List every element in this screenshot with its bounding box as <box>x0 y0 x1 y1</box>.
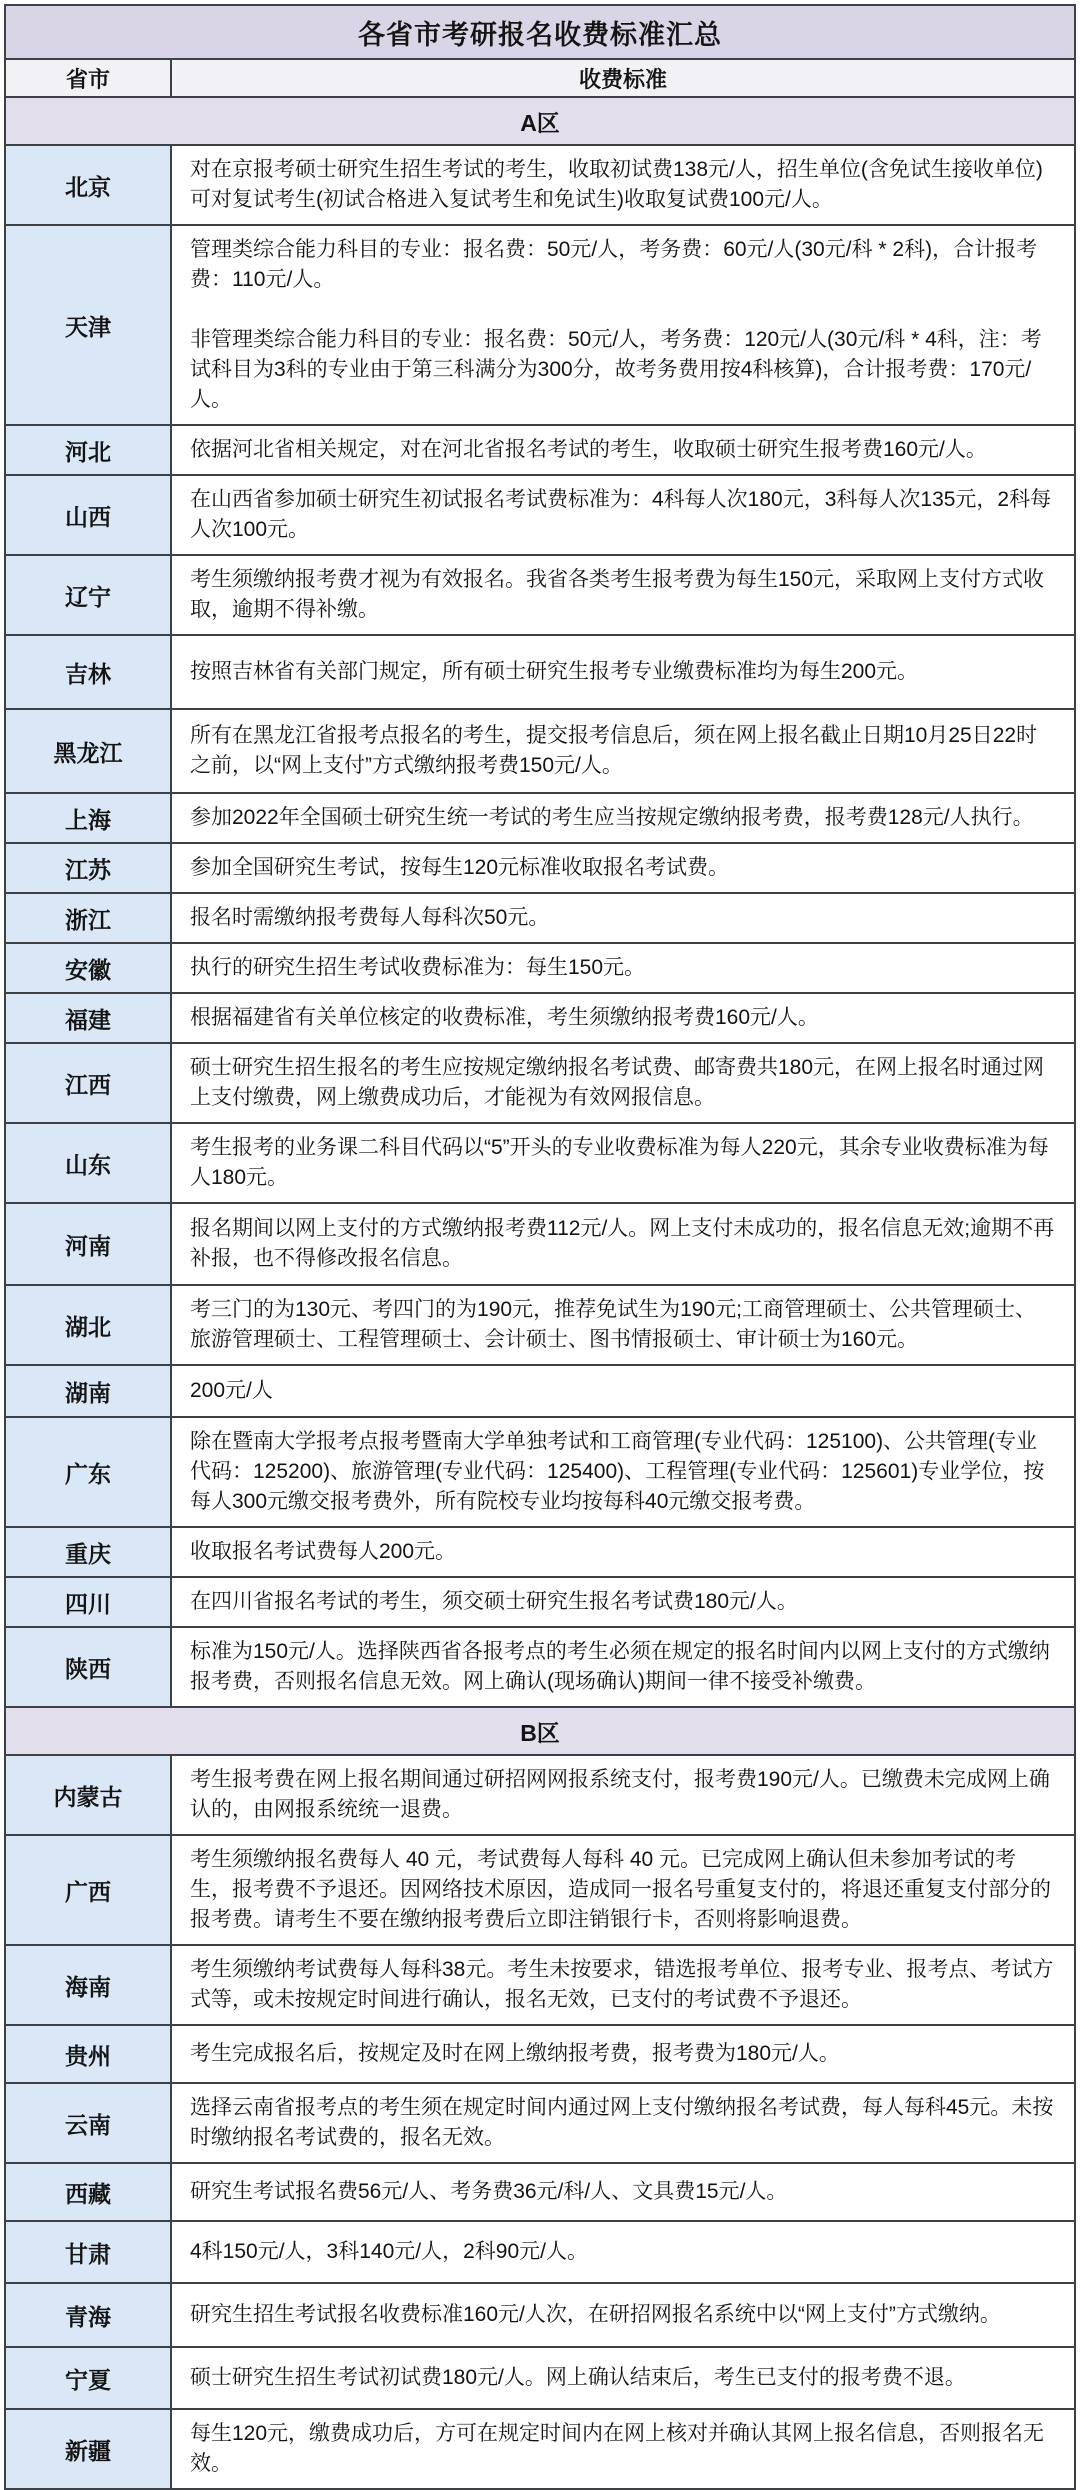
fee-cell <box>171 425 1075 475</box>
province-cell: 上海 <box>5 793 171 843</box>
table-row <box>5 1123 1075 1203</box>
province-cell: 辽宁 <box>5 555 171 635</box>
table-row <box>5 943 1075 993</box>
province-cell: 江苏 <box>5 843 171 893</box>
fee-cell <box>171 2409 1075 2489</box>
fee-text: 执行的研究生招生考试收费标准为：每生150元。 <box>190 956 646 979</box>
fee-cell <box>171 2025 1075 2083</box>
table-row <box>5 843 1075 893</box>
province-cell: 河北 <box>5 425 171 475</box>
section-header: A区 <box>5 97 1075 145</box>
province-cell: 福建 <box>5 993 171 1043</box>
fee-cell <box>171 1627 1075 1707</box>
table-row <box>5 2163 1075 2221</box>
fee-text: 报名期间以网上支付的方式缴纳报考费112元/人。网上支付未成功的，报名信息无效;逾期不再补报，也不得修改报名信息。 <box>190 1217 1055 1270</box>
fee-text: 考生报考的业务课二科目代码以“5”开头的专业收费标准为每人220元，其余专业收费标准为每人180元。 <box>190 1136 1049 1189</box>
fee-cell <box>171 2083 1075 2163</box>
table-row <box>5 2283 1075 2347</box>
section-row <box>5 97 1075 145</box>
province-cell: 云南 <box>5 2083 171 2163</box>
province-cell: 广东 <box>5 1417 171 1527</box>
page-title: 各省市考研报名收费标准汇总 <box>5 5 1075 59</box>
province-cell: 湖南 <box>5 1365 171 1417</box>
fee-cell <box>171 709 1075 793</box>
table-row <box>5 1417 1075 1527</box>
fee-cell <box>171 1527 1075 1577</box>
table-row <box>5 1527 1075 1577</box>
fee-cell <box>171 1203 1075 1285</box>
fee-text: 研究生招生考试报名收费标准160元/人次，在研招网报名系统中以“网上支付”方式缴纳。 <box>190 2303 1001 2326</box>
fee-cell <box>171 555 1075 635</box>
province-cell: 新疆 <box>5 2409 171 2489</box>
province-cell: 陕西 <box>5 1627 171 1707</box>
province-cell: 西藏 <box>5 2163 171 2221</box>
table-row <box>5 145 1075 225</box>
table-row <box>5 1203 1075 1285</box>
table-row <box>5 2221 1075 2283</box>
fee-text: 依据河北省相关规定，对在河北省报名考试的考生，收取硕士研究生报考费160元/人。 <box>190 438 987 461</box>
fee-cell <box>171 1285 1075 1365</box>
fee-cell <box>171 993 1075 1043</box>
province-cell: 河南 <box>5 1203 171 1285</box>
column-header-fee: 收费标准 <box>171 59 1075 97</box>
table-row <box>5 993 1075 1043</box>
fee-text: 收取报名考试费每人200元。 <box>190 1540 457 1563</box>
fee-cell <box>171 2221 1075 2283</box>
fee-cell <box>171 1417 1075 1527</box>
table-row <box>5 425 1075 475</box>
fee-cell <box>171 1577 1075 1627</box>
table-row <box>5 1577 1075 1627</box>
fee-text: 选择云南省报考点的考生须在规定时间内通过网上支付缴纳报名考试费，每人每科45元。未按时缴纳报名考试费的，报名无效。 <box>190 2096 1054 2149</box>
province-cell: 重庆 <box>5 1527 171 1577</box>
fee-cell <box>171 1835 1075 1945</box>
fee-cell <box>171 2283 1075 2347</box>
table-row <box>5 1365 1075 1417</box>
table-row <box>5 475 1075 555</box>
fee-cell <box>171 2347 1075 2409</box>
province-cell: 浙江 <box>5 893 171 943</box>
fee-text: 每生120元，缴费成功后，方可在规定时间内在网上核对并确认其网上报名信息，否则报名无效。 <box>190 2422 1045 2475</box>
fee-text: 管理类综合能力科目的专业：报名费：50元/人，考务费：60元/人(30元/科 * 2科)，合计报考费：110元/人。 <box>190 238 1038 291</box>
table-row <box>5 709 1075 793</box>
fee-cell <box>171 843 1075 893</box>
table-row <box>5 1945 1075 2025</box>
table-row <box>5 2409 1075 2489</box>
fee-cell <box>171 635 1075 709</box>
fee-text: 参加全国研究生考试，按每生120元标准收取报名考试费。 <box>190 856 730 879</box>
fee-text: 在四川省报名考试的考生，须交硕士研究生报名考试费180元/人。 <box>190 1590 798 1613</box>
province-cell: 安徽 <box>5 943 171 993</box>
fee-cell <box>171 475 1075 555</box>
fee-text: 硕士研究生招生报名的考生应按规定缴纳报名考试费、邮寄费共180元，在网上报名时通过网上支付缴费，网上缴费成功后，才能视为有效网报信息。 <box>190 1056 1045 1109</box>
fee-text: 所有在黑龙江省报考点报名的考生，提交报考信息后，须在网上报名截止日期10月25日22时之前，以“网上支付”方式缴纳报考费150元/人。 <box>190 724 1038 777</box>
fee-text: 硕士研究生招生考试初试费180元/人。网上确认结束后，考生已支付的报考费不退。 <box>190 2366 966 2389</box>
fee-text: 考生完成报名后，按规定及时在网上缴纳报考费，报考费为180元/人。 <box>190 2042 840 2065</box>
table-row <box>5 2025 1075 2083</box>
fee-text: 按照吉林省有关部门规定，所有硕士研究生报考专业缴费标准均为每生200元。 <box>190 660 919 683</box>
fee-text: 4科150元/人，3科140元/人，2科90元/人。 <box>190 2240 588 2263</box>
province-cell: 江西 <box>5 1043 171 1123</box>
table-row <box>5 793 1075 843</box>
fee-text: 研究生考试报名费56元/人、考务费36元/科/人、文具费15元/人。 <box>190 2180 788 2203</box>
fee-text: 参加2022年全国硕士研究生统一考试的考生应当按规定缴纳报考费，报考费128元/人执行。 <box>190 806 1034 829</box>
fee-cell <box>171 1043 1075 1123</box>
table-row <box>5 893 1075 943</box>
fee-text: 报名时需缴纳报考费每人每科次50元。 <box>190 906 550 929</box>
fee-cell <box>171 145 1075 225</box>
province-cell: 黑龙江 <box>5 709 171 793</box>
fee-cell <box>171 2163 1075 2221</box>
fee-cell <box>171 893 1075 943</box>
fee-cell <box>171 1755 1075 1835</box>
table-row <box>5 1285 1075 1365</box>
province-cell: 宁夏 <box>5 2347 171 2409</box>
province-cell: 天津 <box>5 225 171 425</box>
fee-text: 200元/人 <box>190 1379 273 1402</box>
fee-cell <box>171 225 1075 425</box>
section-row <box>5 1707 1075 1755</box>
table-row <box>5 1835 1075 1945</box>
fee-text: 考生须缴纳考试费每人每科38元。考生未按要求，错选报考单位、报考专业、报考点、考试方式等，或未按规定时间进行确认，报名无效，已支付的考试费不予退还。 <box>190 1958 1054 2011</box>
fee-cell <box>171 1123 1075 1203</box>
province-cell: 四川 <box>5 1577 171 1627</box>
province-cell: 内蒙古 <box>5 1755 171 1835</box>
fee-text: 根据福建省有关单位核定的收费标准，考生须缴纳报考费160元/人。 <box>190 1006 819 1029</box>
table-row <box>5 1627 1075 1707</box>
province-cell: 山西 <box>5 475 171 555</box>
province-cell: 北京 <box>5 145 171 225</box>
fee-text: 在山西省参加硕士研究生初试报名考试费标准为：4科每人次180元，3科每人次135元，2科每人次100元。 <box>190 488 1052 541</box>
column-header-row <box>5 59 1075 97</box>
title-row <box>5 5 1075 59</box>
province-cell: 吉林 <box>5 635 171 709</box>
province-cell: 贵州 <box>5 2025 171 2083</box>
province-cell: 广西 <box>5 1835 171 1945</box>
table-row <box>5 2347 1075 2409</box>
fee-text: 非管理类综合能力科目的专业：报名费：50元/人，考务费：120元/人(30元/科 * 4科，注：考试科目为3科的专业由于第三科满分为300分，故考务费用按4科核算)，合计报考费：170元/人。 <box>190 328 1042 411</box>
province-cell: 山东 <box>5 1123 171 1203</box>
fee-text: 对在京报考硕士研究生招生考试的考生，收取初试费138元/人，招生单位(含免试生接收单位)可对复试考生(初试合格进入复试考生和免试生)收取复试费100元/人。 <box>190 158 1043 211</box>
table-row <box>5 1755 1075 1835</box>
province-cell: 海南 <box>5 1945 171 2025</box>
fees-table <box>4 4 1076 2490</box>
table-row <box>5 1043 1075 1123</box>
fee-cell <box>171 1945 1075 2025</box>
table-row <box>5 635 1075 709</box>
table-row <box>5 225 1075 425</box>
fee-cell <box>171 943 1075 993</box>
table-row <box>5 555 1075 635</box>
fee-text: 考三门的为130元、考四门的为190元，推荐免试生为190元;工商管理硕士、公共管理硕士、旅游管理硕士、工程管理硕士、会计硕士、图书情报硕士、审计硕士为160元。 <box>190 1298 1036 1351</box>
fee-text: 考生须缴纳报名费每人 40 元，考试费每人每科 40 元。已完成网上确认但未参加考试的考生，报考费不予退还。因网络技术原因，造成同一报名号重复支付的，将退还重复支付部分的报考费。请考生不要在缴纳报考费后立即注销银行卡，否则将影响退费。 <box>190 1848 1051 1931</box>
province-cell: 湖北 <box>5 1285 171 1365</box>
section-header: B区 <box>5 1707 1075 1755</box>
column-header-province: 省市 <box>5 59 171 97</box>
fee-text: 考生报考费在网上报名期间通过研招网网报系统支付，报考费190元/人。已缴费未完成网上确认的，由网报系统统一退费。 <box>190 1768 1050 1821</box>
table-row <box>5 2083 1075 2163</box>
fee-cell <box>171 1365 1075 1417</box>
fee-text: 标准为150元/人。选择陕西省各报考点的考生必须在规定的报名时间内以网上支付的方式缴纳报考费，否则报名信息无效。网上确认(现场确认)期间一律不接受补缴费。 <box>190 1640 1050 1693</box>
province-cell: 甘肃 <box>5 2221 171 2283</box>
fee-text: 除在暨南大学报考点报考暨南大学单独考试和工商管理(专业代码：125100)、公共管理(专业代码：125200)、旅游管理(专业代码：125400)、工程管理(专业代码：125601)专业学位，按每人300元缴交报考费外，所有院校专业均按每科40元缴交报考费。 <box>190 1430 1045 1513</box>
province-cell: 青海 <box>5 2283 171 2347</box>
fee-text: 考生须缴纳报考费才视为有效报名。我省各类考生报考费为每生150元，采取网上支付方式收取，逾期不得补缴。 <box>190 568 1045 621</box>
fee-cell <box>171 793 1075 843</box>
